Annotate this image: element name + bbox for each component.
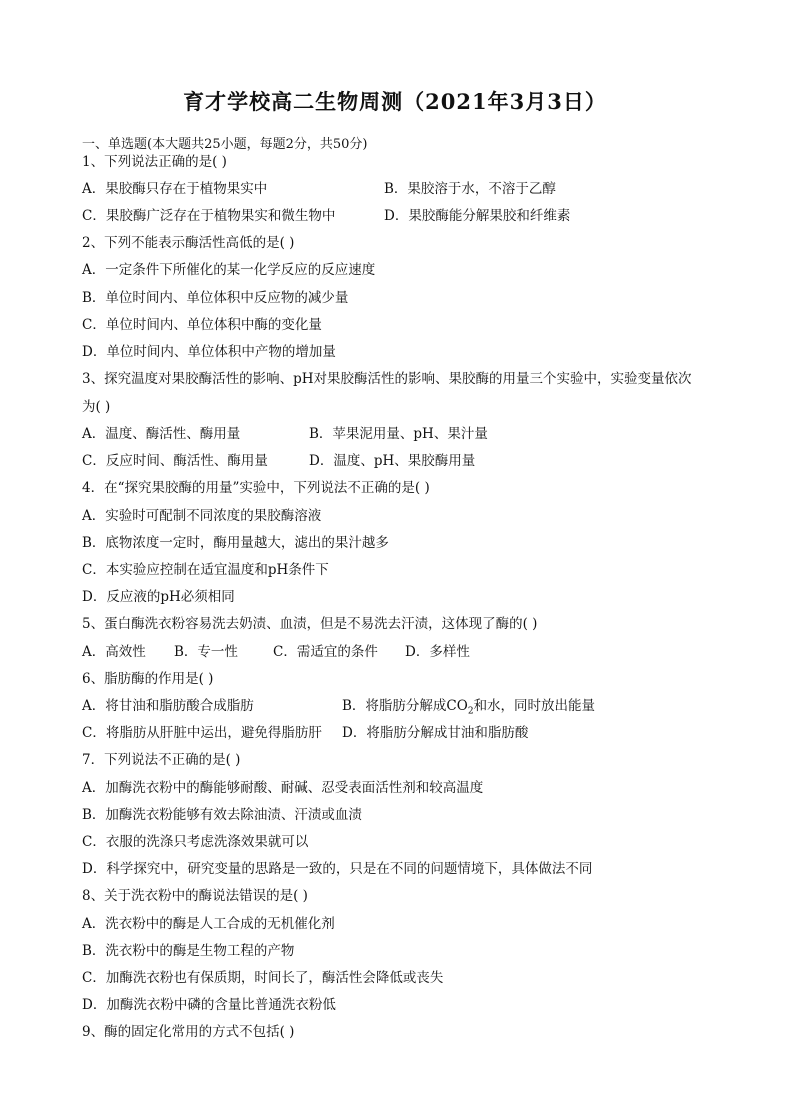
- question-2-option-b: B．单位时间内、单位体积中反应物的减少量: [82, 290, 349, 306]
- question-7-stem: 7．下列说法不正确的是( ): [82, 752, 241, 768]
- question-8-option-b: B．洗衣粉中的酶是生物工程的产物: [82, 943, 295, 959]
- question-6-option-c: C．将脂肪从肝脏中运出，避免得脂肪肝: [82, 725, 322, 741]
- question-2-option-a: A．一定条件下所催化的某一化学反应的反应速度: [82, 262, 376, 278]
- question-2-stem: 2、下列不能表示酶活性高低的是( ): [82, 235, 295, 251]
- question-5-stem: 5、蛋白酶洗衣粉容易洗去奶渍、血渍，但是不易洗去汗渍，这体现了酶的( ): [82, 616, 538, 632]
- question-9-stem: 9、酶的固定化常用的方式不包括( ): [82, 1024, 295, 1040]
- subscript-2: 2: [467, 706, 474, 717]
- question-3-option-c: C．反应时间、酶活性、酶用量: [82, 453, 268, 469]
- question-6-option-b-text-end: 和水，同时放出能量: [473, 698, 596, 714]
- question-3-stem: 3、探究温度对果胶酶活性的影响、pH对果胶酶活性的影响、果胶酶的用量三个实验中，实验变量依次: [82, 371, 692, 387]
- question-4-option-d: D．反应液的pH必须相同: [82, 589, 235, 605]
- question-2-option-c: C．单位时间内、单位体积中酶的变化量: [82, 317, 322, 333]
- question-5-option-d: D．多样性: [405, 644, 470, 660]
- question-1-option-b: B．果胶溶于水，不溶于乙醇: [384, 181, 556, 197]
- question-3-option-d: D．温度、pH、果胶酶用量: [309, 453, 476, 469]
- question-8-stem: 8、关于洗衣粉中的酶说法错误的是( ): [82, 888, 308, 904]
- question-3-option-a: A．温度、酶活性、酶用量: [82, 426, 241, 442]
- question-7-option-c: C．衣服的洗涤只考虑洗涤效果就可以: [82, 834, 309, 850]
- question-6-option-b: [342, 697, 595, 715]
- section-heading: 一、单选题(本大题共25小题，每题2分，共50分): [82, 137, 368, 152]
- question-4-option-c: C．本实验应控制在适宜温度和pH条件下: [82, 562, 329, 578]
- question-1-stem: 1、下列说法正确的是( ): [82, 154, 227, 170]
- question-4-stem: 4．在“探究果胶酶的用量”实验中，下列说法不正确的是( ): [82, 480, 430, 496]
- question-5-option-a: A．高效性: [82, 644, 146, 660]
- question-1-option-c: C．果胶酶广泛存在于植物果实和微生物中: [82, 208, 336, 224]
- question-7-option-d: D．科学探究中，研究变量的思路是一致的，只是在不同的问题情境下，具体做法不同: [82, 861, 593, 877]
- question-6-option-d: D．将脂肪分解成甘油和脂肪酸: [342, 725, 529, 741]
- question-8-option-d: D．加酶洗衣粉中磷的含量比普通洗衣粉低: [82, 997, 336, 1013]
- question-8-option-a: A．洗衣粉中的酶是人工合成的无机催化剂: [82, 916, 335, 932]
- question-4-option-a: A．实验时可配制不同浓度的果胶酶溶液: [82, 508, 322, 524]
- question-6-stem: 6、脂肪酶的作用是( ): [82, 671, 214, 687]
- question-3-option-b: B．苹果泥用量、pH、果汁量: [309, 426, 488, 442]
- question-4-option-b: B．底物浓度一定时，酶用量越大，滤出的果汁越多: [82, 535, 389, 551]
- question-1-option-a: A．果胶酶只存在于植物果实中: [82, 181, 268, 197]
- question-7-option-b: B．加酶洗衣粉能够有效去除油渍、汗渍或血渍: [82, 807, 362, 823]
- question-1-option-d: D．果胶酶能分解果胶和纤维素: [384, 208, 571, 224]
- question-6-option-b-text: B．将脂肪分解成CO: [342, 698, 468, 714]
- question-2-option-d: D．单位时间内、单位体积中产物的增加量: [82, 344, 336, 360]
- question-8-option-c: C．加酶洗衣粉也有保质期，时间长了，酶活性会降低或丧失: [82, 970, 444, 986]
- question-7-option-a: A．加酶洗衣粉中的酶能够耐酸、耐碱、忍受表面活性剂和较高温度: [82, 780, 484, 796]
- question-3-stem-continued: 为( ): [82, 399, 111, 415]
- question-5-option-c: C．需适宜的条件: [273, 644, 378, 660]
- question-6-option-a: A．将甘油和脂肪酸合成脂肪: [82, 698, 254, 714]
- page-title: 育才学校高二生物周测（2021年3月3日）: [183, 89, 607, 114]
- question-5-option-b: B．专一性: [174, 644, 238, 660]
